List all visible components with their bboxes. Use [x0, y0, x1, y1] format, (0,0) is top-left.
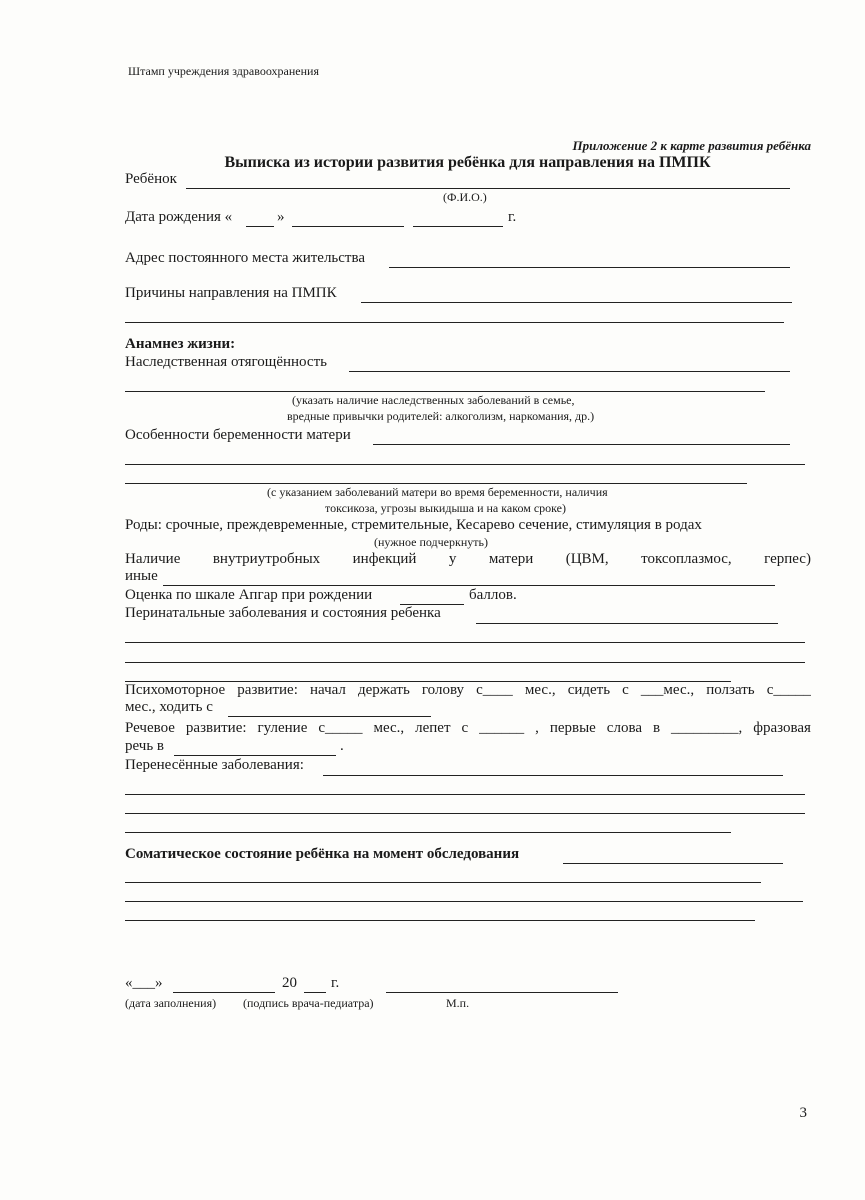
infections-word: матери: [488, 551, 534, 567]
psychomotor-word: начал: [309, 682, 346, 698]
psychomotor-word: с: [622, 682, 629, 698]
speech-word: первые: [549, 720, 596, 736]
phrase-speech-line[interactable]: [174, 755, 336, 756]
diseases-line-3[interactable]: [125, 813, 805, 814]
birth-options-text[interactable]: Роды: срочные, преждевременные, стремительные, Кесарево сечение, стимуляция в родах: [125, 517, 702, 533]
page-number: 3: [799, 1105, 807, 1121]
birth-options-hint: (нужное подчеркнуть): [374, 535, 488, 549]
speech-word: Речевое: [125, 720, 175, 736]
dob-label: Дата рождения «: [125, 209, 233, 225]
speech-word: слова: [606, 720, 642, 736]
anamnesis-heading: Анамнез жизни:: [125, 336, 236, 352]
address-line[interactable]: [389, 267, 790, 268]
perinatal-line-3[interactable]: [125, 662, 805, 663]
speech-word[interactable]: ______: [479, 720, 525, 736]
perinatal-label: Перинатальные заболевания и состояния ребенка: [125, 605, 441, 621]
seal-label: М.п.: [446, 996, 470, 1010]
speech-word: развитие:: [185, 720, 247, 736]
phrase-speech-end: .: [340, 738, 344, 754]
heredity-hint-2: вредные привычки родителей: алкоголизм, наркомания, др.): [287, 409, 595, 423]
diseases-label: Перенесённые заболевания:: [125, 757, 304, 773]
date-open-quote[interactable]: «___»: [125, 975, 163, 991]
dob-day-line[interactable]: [246, 226, 274, 227]
somatic-line-3[interactable]: [125, 901, 803, 902]
address-label: Адрес постоянного места жительства: [125, 250, 366, 266]
signature-hint: (подпись врача-педиатра): [243, 996, 374, 1010]
psychomotor-word: мес.,: [524, 682, 556, 698]
speech-word: мес.,: [373, 720, 405, 736]
pregnancy-hint-2: токсикоза, угрозы выкидыша и на каком сроке): [325, 501, 567, 515]
psychomotor-word: развитие:: [237, 682, 298, 698]
psychomotor-word: Психомоторное: [125, 682, 226, 698]
reasons-line-2[interactable]: [125, 322, 784, 323]
infections-word: инфекций: [352, 551, 417, 567]
psychomotor-word[interactable]: с____: [476, 682, 513, 698]
signature-line[interactable]: [386, 992, 618, 993]
heredity-line-2[interactable]: [125, 391, 765, 392]
psychomotor-word: держать: [357, 682, 410, 698]
dob-month-line[interactable]: [292, 226, 404, 227]
apgar-label: Оценка по шкале Апгар при рождении: [125, 587, 373, 603]
psychomotor-word: ползать: [706, 682, 755, 698]
infections-word: (ЦВМ,: [565, 551, 609, 567]
pregnancy-line-1[interactable]: [373, 444, 790, 445]
speech-word[interactable]: с_____: [318, 720, 363, 736]
speech-word: лепет: [415, 720, 451, 736]
psychomotor-row: [125, 682, 811, 699]
walking-label: мес., ходить с: [125, 699, 213, 715]
infections-other-label: иные: [125, 568, 158, 584]
heredity-hint-1: (указать наличие наследственных заболеваний в семье,: [292, 393, 575, 407]
dob-year-suffix: г.: [508, 209, 517, 225]
dob-close-quote: »: [277, 209, 285, 225]
speech-word: гуление: [257, 720, 308, 736]
infections-other-line[interactable]: [163, 585, 775, 586]
speech-word[interactable]: _________,: [671, 720, 743, 736]
psychomotor-word[interactable]: с_____: [766, 682, 811, 698]
perinatal-line-2[interactable]: [125, 642, 805, 643]
pregnancy-label: Особенности беременности матери: [125, 427, 351, 443]
psychomotor-word: сидеть: [567, 682, 611, 698]
infections-word: у: [448, 551, 457, 567]
infections-row: [125, 551, 811, 568]
speech-word: в: [652, 720, 661, 736]
psychomotor-word[interactable]: ___мес.,: [640, 682, 695, 698]
appendix-note: Приложение 2 к карте развития ребёнка: [572, 138, 811, 153]
date-century: 20: [282, 975, 297, 991]
speech-word: фразовая: [753, 720, 811, 736]
child-name-line[interactable]: [186, 188, 790, 189]
perinatal-line-1[interactable]: [476, 623, 778, 624]
document-title: Выписка из истории развития ребёнка для направления на ПМПК: [224, 154, 711, 171]
phrase-speech-label: речь в: [125, 738, 165, 754]
infections-word: токсоплазмос,: [641, 551, 732, 567]
date-hint: (дата заполнения): [125, 996, 217, 1010]
date-month-line[interactable]: [173, 992, 275, 993]
child-name-hint: (Ф.И.О.): [443, 190, 487, 204]
somatic-line-2[interactable]: [125, 882, 761, 883]
speech-row: [125, 720, 811, 737]
pregnancy-hint-1: (с указанием заболеваний матери во время беременности, наличия: [267, 485, 608, 499]
diseases-line-4[interactable]: [125, 832, 731, 833]
diseases-line-2[interactable]: [125, 794, 805, 795]
pregnancy-line-2[interactable]: [125, 464, 805, 465]
institution-stamp-label: Штамп учреждения здравоохранения: [128, 64, 319, 78]
speech-word: ,: [535, 720, 539, 736]
psychomotor-word: голову: [421, 682, 465, 698]
infections-word: внутриутробных: [212, 551, 321, 567]
somatic-line-1[interactable]: [563, 863, 783, 864]
diseases-line-1[interactable]: [323, 775, 783, 776]
reasons-line-1[interactable]: [361, 302, 792, 303]
heredity-line-1[interactable]: [349, 371, 790, 372]
reasons-label: Причины направления на ПМПК: [125, 285, 337, 301]
dob-year-line[interactable]: [413, 226, 503, 227]
child-label: Ребёнок: [125, 171, 177, 187]
infections-word: герпес): [764, 551, 811, 567]
heredity-label: Наследственная отягощённость: [125, 354, 327, 370]
speech-word: с: [461, 720, 469, 736]
pregnancy-line-3[interactable]: [125, 483, 747, 484]
infections-word: Наличие: [125, 551, 181, 567]
date-year-suffix: г.: [331, 975, 340, 991]
somatic-line-4[interactable]: [125, 920, 755, 921]
walking-line[interactable]: [228, 716, 431, 717]
apgar-suffix: баллов.: [469, 587, 517, 603]
somatic-heading: Соматическое состояние ребёнка на момент обследования: [125, 846, 520, 862]
date-year-line[interactable]: [304, 992, 326, 993]
